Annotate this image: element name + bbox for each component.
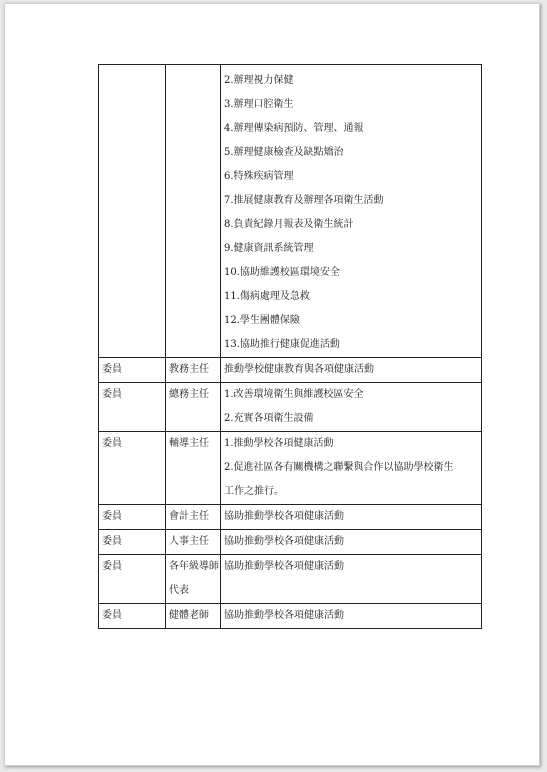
role-cell (99, 505, 166, 530)
title-cell (166, 383, 221, 432)
duty-item: 8.負責紀錄月報表及衛生統計 (224, 219, 354, 230)
duty-item: 3.辦理口腔衛生 (224, 99, 294, 110)
duty-item: 13.協助推行健康促進活動 (224, 339, 340, 350)
title-cell (166, 65, 221, 358)
role-cell (99, 358, 166, 383)
duty-item: 9.健康資訊系統管理 (224, 243, 314, 254)
duty-item: 協助推動學校各項健康活動 (224, 536, 344, 547)
position-title: 輔導主任 (169, 438, 209, 449)
role-label: 委員 (102, 610, 122, 621)
position-title: 代表 (169, 585, 189, 596)
duty-item: 7.推展健康教育及辦理各項衛生活動 (224, 195, 384, 206)
role-label: 委員 (102, 536, 122, 547)
duty-item: 協助推動學校各項健康活動 (224, 610, 344, 621)
title-cell (166, 505, 221, 530)
duty-item: 12.學生團體保險 (224, 315, 300, 326)
table-row (99, 555, 482, 604)
title-cell (166, 604, 221, 629)
duty-item: 5.辦理健康檢查及缺點矯治 (224, 147, 344, 158)
role-label: 委員 (102, 438, 122, 449)
duty-cell (221, 432, 482, 505)
position-title: 人事主任 (169, 536, 209, 547)
document-page (4, 3, 540, 766)
duty-item: 協助推動學校各項健康活動 (224, 561, 344, 572)
duty-item: 4.辦理傳染病預防、管理、通報 (224, 123, 364, 134)
duty-cell (221, 505, 482, 530)
table-row (99, 432, 482, 505)
title-cell (166, 358, 221, 383)
duty-item: 1.改善環境衛生與維護校區安全 (224, 389, 364, 400)
duty-cell (221, 530, 482, 555)
duty-item: 11.傷病處理及急救 (224, 291, 310, 302)
duty-item: 協助推動學校各項健康活動 (224, 511, 344, 522)
position-title: 總務主任 (169, 389, 209, 400)
table-row (99, 358, 482, 383)
role-cell (99, 383, 166, 432)
title-cell (166, 432, 221, 505)
role-cell (99, 432, 166, 505)
position-title: 健體老師 (169, 610, 209, 621)
duty-cell (221, 604, 482, 629)
role-label: 委員 (102, 561, 122, 572)
duty-cell (221, 555, 482, 604)
duty-table-body (99, 65, 482, 629)
table-row (99, 65, 482, 358)
position-title: 會計主任 (169, 511, 209, 522)
committee-duty-table (98, 64, 482, 629)
role-label: 委員 (102, 389, 122, 400)
duty-cell (221, 358, 482, 383)
table-row (99, 383, 482, 432)
role-cell (99, 530, 166, 555)
duty-item: 2.促進社區各有關機構之聯繫與合作以協助學校衛生 (224, 462, 454, 473)
title-cell (166, 530, 221, 555)
duty-item: 10.協助維護校區環境安全 (224, 267, 340, 278)
duty-item: 2.充實各項衛生設備 (224, 413, 314, 424)
duty-item: 6.特殊疾病管理 (224, 171, 294, 182)
duty-item: 工作之推行。 (224, 486, 284, 497)
role-label: 委員 (102, 364, 122, 375)
duty-item: 1.推動學校各項健康活動 (224, 438, 334, 449)
table-row (99, 530, 482, 555)
table-row (99, 604, 482, 629)
table-row (99, 505, 482, 530)
role-cell (99, 555, 166, 604)
position-title: 教務主任 (169, 364, 209, 375)
role-cell (99, 65, 166, 358)
role-cell (99, 604, 166, 629)
position-title: 各年級導師 (169, 561, 219, 572)
role-label: 委員 (102, 511, 122, 522)
duty-item: 推動學校健康教育與各項健康活動 (224, 364, 374, 375)
duty-item: 2.辦理視力保健 (224, 75, 294, 86)
duty-cell (221, 383, 482, 432)
duty-cell (221, 65, 482, 358)
title-cell (166, 555, 221, 604)
